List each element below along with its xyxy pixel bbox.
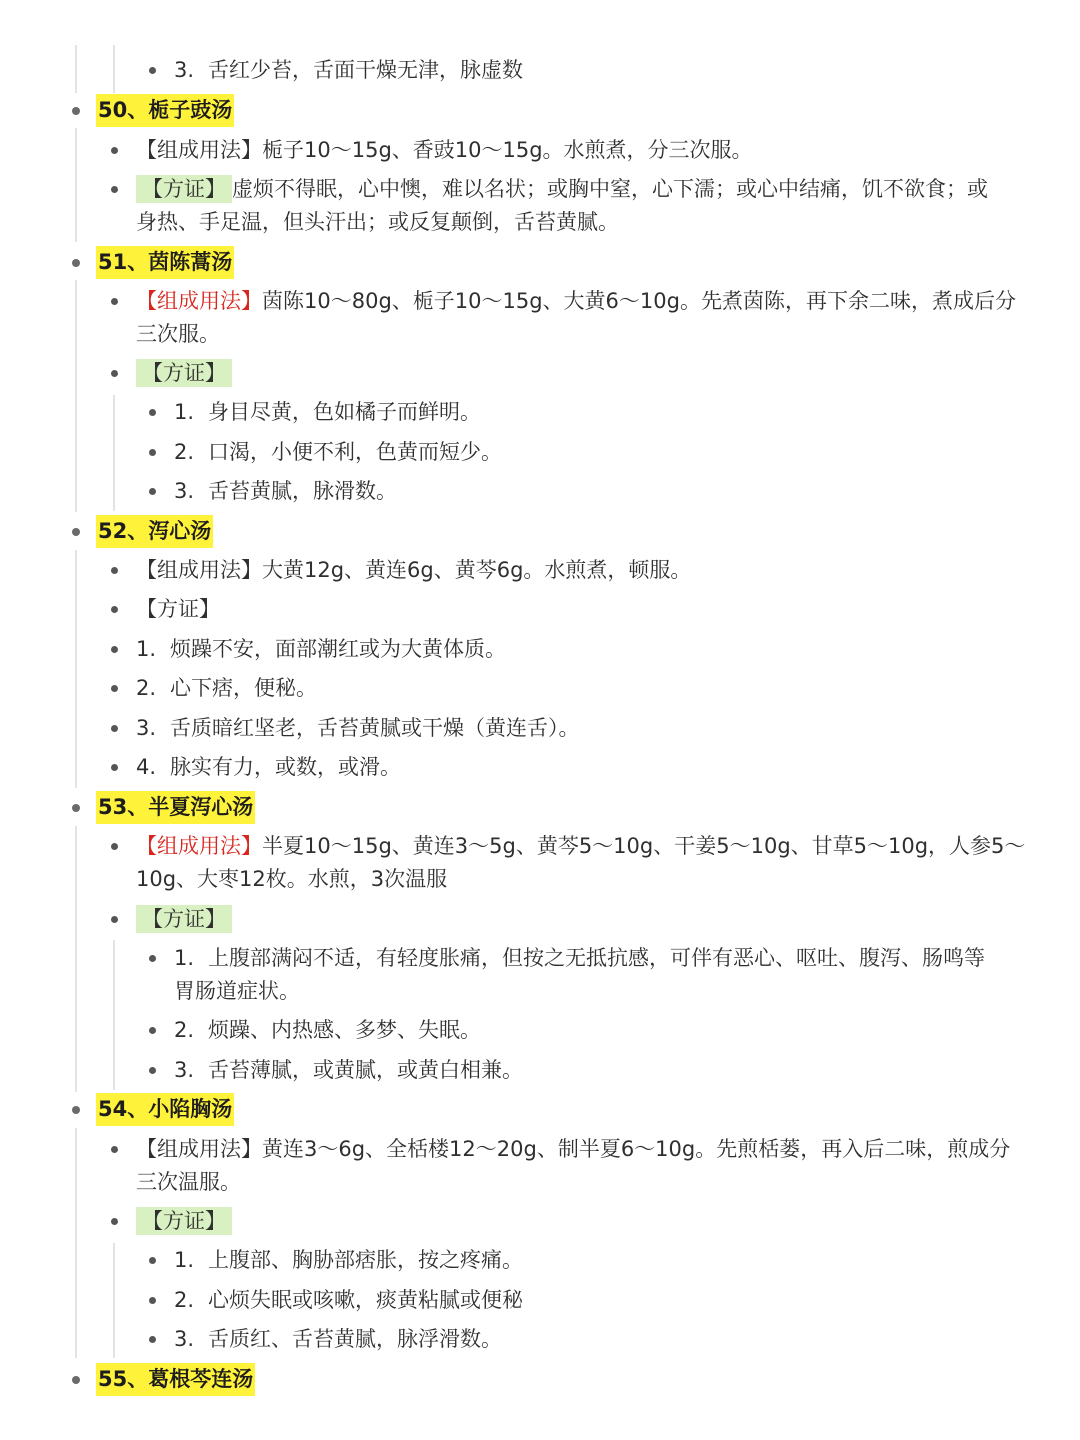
bullet (111, 1218, 118, 1225)
bullet (149, 955, 156, 962)
bullet (72, 528, 80, 536)
section-title: 53、半夏泻心汤 (96, 791, 255, 824)
item-text: 舌红少苔，舌面干燥无津，脉虚数 (208, 58, 524, 82)
recipe-tag: 【组成用法】 (136, 834, 262, 858)
bullet (72, 107, 80, 115)
bullet (149, 449, 156, 456)
bullet (149, 1067, 156, 1074)
item-number: 3. (136, 716, 157, 740)
item-text: 心下痞，便秘。 (170, 676, 318, 700)
item-text: 脉实有力，或数，或滑。 (170, 755, 402, 779)
syndrome-text: 虚烦不得眠，心中懊，难以名状；或胸中窒，心下濡；或心中结痛，饥不欲食；或 (232, 177, 988, 201)
recipe-tag: 【组成用法】 (136, 289, 262, 313)
syndrome-tag: 【方证】 (136, 1207, 232, 1235)
bullet (111, 186, 118, 193)
item-text: 舌质暗红坚老，舌苔黄腻或干燥（黄连舌）。 (170, 716, 580, 740)
item-text: 舌苔黄腻，脉滑数。 (208, 479, 398, 503)
indent-guide (113, 395, 115, 511)
item-number: 3. (174, 479, 195, 503)
bullet (149, 67, 156, 74)
item-text: 舌苔薄腻，或黄腻，或黄白相兼。 (208, 1058, 524, 1082)
indent-guide (75, 128, 77, 242)
bullet (72, 259, 80, 267)
recipe-text: 半夏10～15g、黄连3～5g、黄芩5～10g、干姜5～10g、甘草5～10g，人参5～ (262, 834, 1026, 858)
recipe-text: 三次温服。 (136, 1170, 241, 1194)
indent-guide (113, 1243, 115, 1358)
bullet (111, 916, 118, 923)
indent-guide (113, 45, 115, 93)
bullet (111, 1146, 118, 1153)
item-text: 身目尽黄，色如橘子而鲜明。 (208, 400, 482, 424)
item-text: 心烦失眠或咳嗽，痰黄粘腻或便秘 (208, 1288, 524, 1312)
recipe-tag: 【组成用法】 (136, 1137, 262, 1161)
item-number: 2. (136, 676, 157, 700)
item-number: 1. (174, 400, 195, 424)
recipe-tag: 【组成用法】 (136, 558, 262, 582)
bullet (149, 1336, 156, 1343)
bullet (111, 764, 118, 771)
bullet (111, 370, 118, 377)
indent-guide (75, 550, 77, 788)
bullet (111, 606, 118, 613)
bullet (111, 567, 118, 574)
item-number: 1. (136, 637, 157, 661)
item-number: 1. (174, 1248, 195, 1272)
recipe-text: 三次服。 (136, 322, 220, 346)
indent-guide (75, 280, 77, 512)
bullet (111, 147, 118, 154)
syndrome-tag: 【方证】 (136, 175, 232, 203)
bullet (72, 1376, 80, 1384)
recipe-tag: 【组成用法】 (136, 138, 262, 162)
item-text: 上腹部、胸胁部痞胀，按之疼痛。 (208, 1248, 524, 1272)
recipe-text: 栀子10～15g、香豉10～15g。水煎煮，分三次服。 (262, 138, 753, 162)
bullet (111, 646, 118, 653)
item-number: 2. (174, 1288, 195, 1312)
bullet (111, 685, 118, 692)
section-title: 54、小陷胸汤 (96, 1093, 234, 1126)
item-number: 3. (174, 58, 195, 82)
bullet (111, 725, 118, 732)
recipe-text: 10g、大枣12枚。水煎，3次温服 (136, 867, 448, 891)
syndrome-text: 身热、手足温，但头汗出；或反复颠倒，舌苔黄腻。 (136, 210, 619, 234)
item-number: 4. (136, 755, 157, 779)
recipe-text: 茵陈10～80g、栀子10～15g、大黄6～10g。先煮茵陈，再下余二味，煮成后分 (262, 289, 1016, 313)
indent-guide (113, 940, 115, 1090)
indent-guide (75, 45, 77, 93)
bullet (72, 804, 80, 812)
section-title: 55、葛根芩连汤 (96, 1363, 255, 1396)
item-text: 烦躁不安，面部潮红或为大黄体质。 (170, 637, 507, 661)
indent-guide (75, 826, 77, 1092)
indent-guide (75, 1128, 77, 1358)
recipe-text: 黄连3～6g、全栝楼12～20g、制半夏6～10g。先煎栝蒌，再入后二味，煎成分 (262, 1137, 1011, 1161)
recipe-text: 大黄12g、黄连6g、黄芩6g。水煎煮，顿服。 (262, 558, 692, 582)
item-text: 舌质红、舌苔黄腻，脉浮滑数。 (208, 1327, 503, 1351)
item-text: 口渴，小便不利，色黄而短少。 (208, 440, 503, 464)
bullet (111, 843, 118, 850)
syndrome-tag: 【方证】 (136, 597, 220, 621)
bullet (149, 488, 156, 495)
bullet (149, 1027, 156, 1034)
syndrome-tag: 【方证】 (136, 905, 232, 933)
bullet (111, 298, 118, 305)
item-number: 3. (174, 1058, 195, 1082)
item-text: 上腹部满闷不适，有轻度胀痛，但按之无抵抗感，可伴有恶心、呕吐、腹泻、肠鸣等 (208, 946, 986, 970)
bullet (149, 409, 156, 416)
item-number: 2. (174, 440, 195, 464)
bullet (149, 1297, 156, 1304)
item-number: 1. (174, 946, 195, 970)
bullet (149, 1257, 156, 1264)
item-number: 3. (174, 1327, 195, 1351)
syndrome-tag: 【方证】 (136, 359, 232, 387)
bullet (72, 1106, 80, 1114)
item-text: 胃肠道症状。 (174, 979, 300, 1003)
section-title: 52、泻心汤 (96, 515, 213, 548)
item-number: 2. (174, 1018, 195, 1042)
item-text: 烦躁、内热感、多梦、失眠。 (208, 1018, 482, 1042)
section-title: 51、茵陈蒿汤 (96, 246, 234, 279)
section-title: 50、栀子豉汤 (96, 94, 234, 127)
